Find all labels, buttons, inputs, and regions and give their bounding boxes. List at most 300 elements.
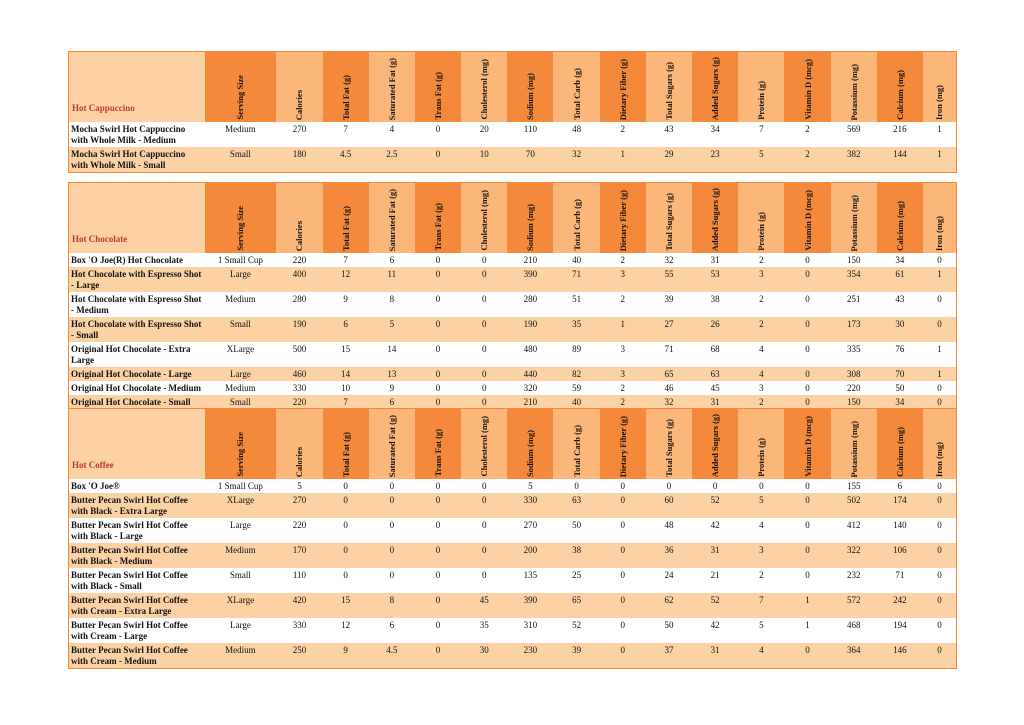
table-cell: 0 <box>784 543 830 568</box>
column-header <box>323 409 369 479</box>
item-name: Mocha Swirl Hot Cappuccino with Whole Milk - Medium <box>69 122 205 147</box>
column-header <box>461 52 507 122</box>
column-header <box>831 183 877 253</box>
column-header <box>415 183 461 253</box>
table-cell: 2 <box>738 253 784 267</box>
table-cell: 76 <box>877 342 923 367</box>
table-cell: 364 <box>831 643 877 668</box>
column-header-label: Dietary Fiber (g) <box>617 58 628 120</box>
column-header-label: Protein (g) <box>756 438 767 477</box>
column-header-label: Calcium (mg) <box>894 70 905 120</box>
table-cell: 4.5 <box>369 643 415 668</box>
table-cell: 2 <box>600 395 646 409</box>
item-name: Butter Pecan Swirl Hot Coffee with Cream - Large <box>69 618 205 643</box>
table-row <box>69 395 956 409</box>
column-header-label: Vitamin D (mcg) <box>802 59 813 120</box>
table-cell: 3 <box>600 267 646 292</box>
column-header-label: Protein (g) <box>756 81 767 120</box>
column-header-label: Serving Size <box>235 432 246 477</box>
table-cell: 0 <box>323 479 369 493</box>
table-cell: 31 <box>692 643 738 668</box>
table-cell: 62 <box>646 593 692 618</box>
table-row <box>69 568 956 593</box>
table-cell: 308 <box>831 367 877 381</box>
category-title: Hot Chocolate <box>69 183 205 253</box>
table-cell: 12 <box>323 267 369 292</box>
table-cell: 38 <box>553 543 599 568</box>
table-cell: 0 <box>784 317 830 342</box>
table-cell: 0 <box>784 342 830 367</box>
column-header-label: Total Carb (g) <box>571 199 582 251</box>
table-cell: 0 <box>461 253 507 267</box>
table-cell: 232 <box>831 568 877 593</box>
table-cell: 43 <box>646 122 692 147</box>
table-cell: 0 <box>784 479 830 493</box>
table-cell: 400 <box>276 267 322 292</box>
table-cell: 1 <box>923 367 956 381</box>
table-cell: 71 <box>877 568 923 593</box>
table-cell: 61 <box>877 267 923 292</box>
table-cell: 0 <box>461 342 507 367</box>
table-cell: 460 <box>276 367 322 381</box>
section-hot-chocolate <box>68 182 957 410</box>
table-cell: 1 <box>923 267 956 292</box>
table-cell: Large <box>205 518 277 543</box>
column-header-label: Trans Fat (g) <box>433 203 444 251</box>
table-cell: 30 <box>461 643 507 668</box>
table-cell: 310 <box>507 618 553 643</box>
table-cell: 48 <box>553 122 599 147</box>
column-header-label: Sodium (mg) <box>525 204 536 251</box>
table-cell: 1 <box>784 618 830 643</box>
table-cell: 32 <box>646 395 692 409</box>
table-cell: 0 <box>923 618 956 643</box>
table-cell: 1 <box>600 147 646 172</box>
table-cell: 251 <box>831 292 877 317</box>
column-header <box>461 183 507 253</box>
table-cell: 0 <box>415 122 461 147</box>
table-row <box>69 317 956 342</box>
table-cell: 110 <box>276 568 322 593</box>
table-cell: 1 <box>923 147 956 172</box>
table-cell: 31 <box>692 253 738 267</box>
item-name: Butter Pecan Swirl Hot Coffee with Cream - Medium <box>69 643 205 668</box>
column-header <box>205 183 277 253</box>
table-cell: 38 <box>692 292 738 317</box>
column-header-label: Potassium (mg) <box>848 63 859 120</box>
table-cell: 0 <box>369 568 415 593</box>
table-cell: 52 <box>692 593 738 618</box>
table-cell: 3 <box>738 267 784 292</box>
table-cell: 2.5 <box>369 147 415 172</box>
column-header <box>369 183 415 253</box>
table-cell: 2 <box>600 253 646 267</box>
table-cell: 50 <box>877 381 923 395</box>
table-cell: 500 <box>276 342 322 367</box>
table-cell: 0 <box>415 618 461 643</box>
table-cell: 1 Small Cup <box>205 479 277 493</box>
table-cell: 27 <box>646 317 692 342</box>
table-cell: 0 <box>461 317 507 342</box>
table-cell: 0 <box>923 395 956 409</box>
table-cell: 4 <box>738 367 784 381</box>
table-cell: 36 <box>646 543 692 568</box>
column-header <box>600 409 646 479</box>
table-cell: 0 <box>415 381 461 395</box>
column-header <box>738 183 784 253</box>
table-cell: 0 <box>415 317 461 342</box>
table-cell: 170 <box>276 543 322 568</box>
table-cell: 572 <box>831 593 877 618</box>
table-cell: 210 <box>507 395 553 409</box>
table-cell: 220 <box>276 518 322 543</box>
column-header-label: Total Sugars (g) <box>663 193 674 251</box>
column-header <box>692 409 738 479</box>
table-cell: 14 <box>323 367 369 381</box>
table-cell: 135 <box>507 568 553 593</box>
table-cell: 34 <box>877 253 923 267</box>
column-header <box>923 183 956 253</box>
table-cell: 0 <box>923 568 956 593</box>
table-cell: 39 <box>553 643 599 668</box>
column-header-label: Serving Size <box>235 206 246 251</box>
column-header <box>553 183 599 253</box>
column-header-label: Total Fat (g) <box>340 431 351 477</box>
table-cell: 220 <box>276 395 322 409</box>
table-cell: 173 <box>831 317 877 342</box>
table-cell: 0 <box>415 267 461 292</box>
table-cell: 0 <box>600 518 646 543</box>
table-cell: 0 <box>738 479 784 493</box>
table-cell: 220 <box>831 381 877 395</box>
table-cell: 65 <box>646 367 692 381</box>
column-header <box>646 409 692 479</box>
table-cell: 320 <box>507 381 553 395</box>
column-header-label: Saturated Fat (g) <box>386 414 397 477</box>
table-cell: 0 <box>461 381 507 395</box>
table-cell: 42 <box>692 618 738 643</box>
table-cell: 0 <box>923 593 956 618</box>
table-cell: 37 <box>646 643 692 668</box>
table-cell: Small <box>205 317 277 342</box>
table-cell: 0 <box>461 267 507 292</box>
table-cell: 330 <box>507 493 553 518</box>
table-cell: 146 <box>877 643 923 668</box>
column-header <box>831 52 877 122</box>
table-cell: 0 <box>415 568 461 593</box>
table-cell: 0 <box>415 292 461 317</box>
item-name: Original Hot Chocolate - Medium <box>69 381 205 395</box>
table-cell: Medium <box>205 122 277 147</box>
table-cell: 52 <box>692 493 738 518</box>
column-header <box>323 52 369 122</box>
table-cell: 21 <box>692 568 738 593</box>
table-cell: Small <box>205 147 277 172</box>
table-cell: 11 <box>369 267 415 292</box>
column-header <box>646 52 692 122</box>
item-name: Butter Pecan Swirl Hot Coffee with Cream - Extra Large <box>69 593 205 618</box>
table-cell: Small <box>205 395 277 409</box>
table-cell: 5 <box>369 317 415 342</box>
table-cell: 7 <box>738 122 784 147</box>
column-header-label: Saturated Fat (g) <box>386 188 397 251</box>
column-header-label: Protein (g) <box>756 212 767 251</box>
table-cell: 0 <box>600 593 646 618</box>
column-header <box>276 409 322 479</box>
table-cell: 150 <box>831 395 877 409</box>
column-header <box>784 409 830 479</box>
table-cell: 0 <box>923 479 956 493</box>
table-cell: 9 <box>323 292 369 317</box>
table-cell: 6 <box>369 395 415 409</box>
table-cell: 4.5 <box>323 147 369 172</box>
table-cell: 0 <box>784 568 830 593</box>
table-cell: 390 <box>507 267 553 292</box>
column-header <box>276 52 322 122</box>
table-cell: 43 <box>877 292 923 317</box>
table-cell: 9 <box>323 643 369 668</box>
table-cell: 3 <box>738 381 784 395</box>
column-header <box>205 409 277 479</box>
table-cell: 35 <box>461 618 507 643</box>
item-name: Butter Pecan Swirl Hot Coffee with Black - Extra Large <box>69 493 205 518</box>
table-cell: 0 <box>461 568 507 593</box>
column-header <box>507 52 553 122</box>
table-cell: 140 <box>877 518 923 543</box>
column-header-label: Cholesterol (mg) <box>479 190 490 251</box>
column-header-label: Cholesterol (mg) <box>479 59 490 120</box>
column-header-label: Iron (mg) <box>934 441 945 477</box>
table-cell: 0 <box>784 292 830 317</box>
table-cell: 0 <box>784 267 830 292</box>
table-cell: 82 <box>553 367 599 381</box>
column-header <box>369 52 415 122</box>
table-cell: 2 <box>738 395 784 409</box>
table-cell: 46 <box>646 381 692 395</box>
column-header-label: Calories <box>294 89 305 120</box>
table-cell: 40 <box>553 253 599 267</box>
column-header-label: Total Fat (g) <box>340 205 351 251</box>
table-cell: 60 <box>646 493 692 518</box>
table-cell: 14 <box>369 342 415 367</box>
table-cell: 0 <box>461 395 507 409</box>
table-cell: 322 <box>831 543 877 568</box>
item-name: Hot Chocolate with Espresso Shot - Small <box>69 317 205 342</box>
table-cell: Medium <box>205 543 277 568</box>
table-cell: 0 <box>461 493 507 518</box>
table-cell: 9 <box>369 381 415 395</box>
table-cell: 180 <box>276 147 322 172</box>
table-row <box>69 593 956 618</box>
column-header-label: Potassium (mg) <box>848 194 859 251</box>
column-header <box>692 52 738 122</box>
table-cell: 12 <box>323 618 369 643</box>
table-cell: 220 <box>276 253 322 267</box>
column-header-label: Calcium (mg) <box>894 201 905 251</box>
table-cell: 48 <box>646 518 692 543</box>
table-cell: 0 <box>923 493 956 518</box>
table-cell: 8 <box>369 593 415 618</box>
table-cell: 1 <box>923 342 956 367</box>
table-row <box>69 367 956 381</box>
table-cell: 23 <box>692 147 738 172</box>
table-row <box>69 493 956 518</box>
table-cell: 0 <box>784 518 830 543</box>
column-header <box>738 409 784 479</box>
column-header-label: Iron (mg) <box>934 84 945 120</box>
table-cell: 8 <box>369 292 415 317</box>
table-cell: 63 <box>553 493 599 518</box>
table-row <box>69 267 956 292</box>
table-cell: 40 <box>553 395 599 409</box>
table-cell: 480 <box>507 342 553 367</box>
table-cell: 31 <box>692 395 738 409</box>
column-header-label: Serving Size <box>235 75 246 120</box>
table-cell: 0 <box>415 147 461 172</box>
column-header-label: Trans Fat (g) <box>433 429 444 477</box>
table-cell: 0 <box>923 292 956 317</box>
section-hot-coffee <box>68 408 957 669</box>
table-cell: 194 <box>877 618 923 643</box>
table-cell: 0 <box>323 518 369 543</box>
table-cell: 0 <box>600 543 646 568</box>
table-cell: 0 <box>600 643 646 668</box>
table-cell: 0 <box>323 543 369 568</box>
table-cell: 25 <box>553 568 599 593</box>
item-name: Box 'O Joe® <box>69 479 205 493</box>
column-header-label: Dietary Fiber (g) <box>617 415 628 477</box>
table-cell: 420 <box>276 593 322 618</box>
table-cell: Large <box>205 367 277 381</box>
column-header-label: Total Carb (g) <box>571 425 582 477</box>
table-cell: 0 <box>692 479 738 493</box>
table-cell: 3 <box>600 342 646 367</box>
column-header-label: Added Sugars (g) <box>710 413 721 477</box>
table-cell: 5 <box>276 479 322 493</box>
table-cell: 10 <box>323 381 369 395</box>
table-row <box>69 618 956 643</box>
table-cell: 65 <box>553 593 599 618</box>
column-header <box>784 52 830 122</box>
table-row <box>69 643 956 668</box>
table-cell: 39 <box>646 292 692 317</box>
nutrition-table <box>69 409 956 668</box>
column-header-label: Potassium (mg) <box>848 420 859 477</box>
table-cell: 34 <box>877 395 923 409</box>
table-cell: 0 <box>600 568 646 593</box>
table-cell: 0 <box>923 381 956 395</box>
table-cell: 20 <box>461 122 507 147</box>
table-cell: 89 <box>553 342 599 367</box>
table-cell: 270 <box>507 518 553 543</box>
table-cell: 280 <box>507 292 553 317</box>
table-cell: Medium <box>205 292 277 317</box>
item-name: Hot Chocolate with Espresso Shot - Medium <box>69 292 205 317</box>
table-cell: 0 <box>415 643 461 668</box>
table-cell: 26 <box>692 317 738 342</box>
table-cell: 330 <box>276 618 322 643</box>
table-cell: 2 <box>738 568 784 593</box>
table-cell: 0 <box>461 543 507 568</box>
column-header-label: Iron (mg) <box>934 215 945 251</box>
table-cell: 30 <box>877 317 923 342</box>
table-cell: 0 <box>461 518 507 543</box>
table-cell: XLarge <box>205 493 277 518</box>
table-cell: 0 <box>784 381 830 395</box>
table-cell: 34 <box>692 122 738 147</box>
table-cell: 29 <box>646 147 692 172</box>
category-title: Hot Coffee <box>69 409 205 479</box>
table-cell: 4 <box>738 342 784 367</box>
table-cell: 210 <box>507 253 553 267</box>
table-cell: 330 <box>276 381 322 395</box>
item-name: Original Hot Chocolate - Extra Large <box>69 342 205 367</box>
table-cell: 4 <box>738 518 784 543</box>
table-cell: 6 <box>369 253 415 267</box>
table-cell: 0 <box>461 367 507 381</box>
column-header <box>877 52 923 122</box>
table-cell: 53 <box>692 267 738 292</box>
column-header-label: Calories <box>294 220 305 251</box>
table-cell: 150 <box>831 253 877 267</box>
column-header-label: Total Sugars (g) <box>663 419 674 477</box>
column-header-label: Saturated Fat (g) <box>386 57 397 120</box>
column-header-label: Vitamin D (mcg) <box>802 416 813 477</box>
table-cell: 0 <box>415 518 461 543</box>
column-header <box>692 183 738 253</box>
table-cell: 15 <box>323 593 369 618</box>
table-cell: 412 <box>831 518 877 543</box>
table-cell: 59 <box>553 381 599 395</box>
table-cell: 7 <box>738 593 784 618</box>
table-cell: 144 <box>877 147 923 172</box>
table-cell: 0 <box>600 479 646 493</box>
column-header-label: Total Fat (g) <box>340 74 351 120</box>
table-cell: 0 <box>323 568 369 593</box>
table-cell: 440 <box>507 367 553 381</box>
column-header <box>369 409 415 479</box>
column-header-label: Total Carb (g) <box>571 68 582 120</box>
column-header <box>877 409 923 479</box>
table-cell: 0 <box>923 317 956 342</box>
column-header <box>507 409 553 479</box>
table-cell: 0 <box>461 479 507 493</box>
table-cell: 0 <box>415 543 461 568</box>
table-cell: 390 <box>507 593 553 618</box>
table-cell: 155 <box>831 479 877 493</box>
table-cell: 5 <box>738 147 784 172</box>
table-cell: 0 <box>461 292 507 317</box>
table-cell: XLarge <box>205 593 277 618</box>
table-cell: 1 <box>923 122 956 147</box>
table-cell: 216 <box>877 122 923 147</box>
table-row <box>69 479 956 493</box>
category-title: Hot Cappuccino <box>69 52 205 122</box>
table-cell: 6 <box>323 317 369 342</box>
column-header <box>323 183 369 253</box>
column-header <box>276 183 322 253</box>
table-row <box>69 342 956 367</box>
table-cell: 0 <box>369 543 415 568</box>
table-cell: 70 <box>877 367 923 381</box>
table-cell: 270 <box>276 122 322 147</box>
table-cell: 68 <box>692 342 738 367</box>
column-header <box>600 183 646 253</box>
table-cell: 190 <box>507 317 553 342</box>
column-header <box>877 183 923 253</box>
column-header <box>553 409 599 479</box>
column-header <box>600 52 646 122</box>
